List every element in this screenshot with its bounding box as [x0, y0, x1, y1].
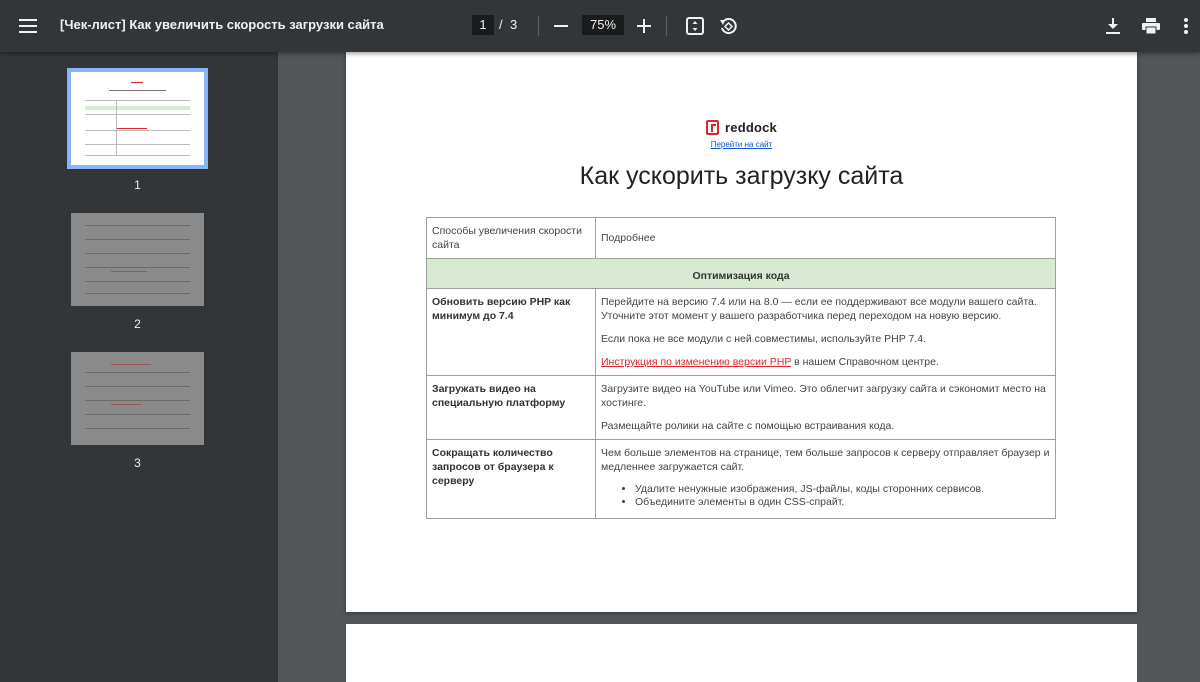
section-title: Оптимизация кода — [427, 259, 1056, 289]
thumbnail-number: 1 — [134, 178, 141, 192]
fit-page-icon[interactable] — [679, 10, 711, 42]
brand-name: reddock — [725, 120, 777, 135]
details-cell — [596, 289, 1056, 376]
table-row — [427, 289, 1056, 376]
total-pages: 3 — [510, 17, 518, 32]
thumbnail-number: 3 — [134, 456, 141, 470]
details-paragraph: Перейдите на версию 7.4 или на 8.0 — если ее поддерживают все модули вашего сайта. Уточните этот момент у вашего разработчика перед переходом на новую версию. — [601, 296, 1037, 322]
details-cell — [596, 376, 1056, 440]
toolbar-divider — [666, 16, 667, 36]
rotate-icon[interactable] — [712, 10, 744, 42]
header-cell-methods: Способы увеличения скорости сайта — [427, 218, 596, 259]
pdf-toolbar — [0, 0, 1200, 52]
link-suffix: в нашем Справочном центре. — [791, 356, 939, 368]
details-paragraph: Размещайте ролики на сайте с помощью встраивания кода. — [601, 420, 895, 432]
page-separator: / — [499, 17, 503, 32]
list-item: • Объедините элементы в один CSS-спрайт. — [635, 496, 1050, 509]
pdf-page-2 — [346, 624, 1137, 682]
plus-icon[interactable] — [628, 10, 660, 42]
details-paragraph: Чем больше элементов на странице, тем больше запросов к серверу отправляет браузер и медленнее загружается сайт. — [601, 447, 1050, 473]
zoom-input[interactable] — [582, 15, 624, 35]
more-vert-icon[interactable] — [1170, 10, 1200, 42]
page-number-input[interactable] — [472, 15, 494, 35]
details-paragraph: Загрузите видео на YouTube или Vimeo. Это облегчит загрузку сайта и сэкономит место на хостинге. — [601, 383, 1046, 409]
download-icon[interactable] — [1097, 10, 1129, 42]
method-cell: Загружать видео на специальную платформу — [427, 376, 596, 440]
bullet-list — [635, 483, 1050, 509]
table-header-row — [427, 218, 1056, 259]
menu-icon[interactable] — [12, 10, 44, 42]
toolbar-divider — [538, 16, 539, 36]
details-paragraph — [601, 355, 1050, 369]
method-cell: Обновить версию PHP как минимум до 7.4 — [427, 289, 596, 376]
pdf-page-1 — [346, 52, 1137, 612]
table-row — [427, 376, 1056, 440]
page-thumbnail-2[interactable] — [71, 213, 204, 306]
page-thumbnail-3[interactable] — [71, 352, 204, 445]
method-cell: Сокращать количество запросов от браузера к серверу — [427, 440, 596, 519]
page-thumbnail-1[interactable] — [71, 72, 204, 165]
thumbnail-number: 2 — [134, 317, 141, 331]
site-link[interactable]: Перейти на сайт — [710, 140, 773, 149]
minus-icon[interactable] — [545, 10, 577, 42]
page-heading: Как ускорить загрузку сайта — [579, 162, 904, 190]
thumbnail-sidebar — [0, 52, 278, 682]
print-icon[interactable] — [1135, 10, 1167, 42]
checklist-table — [426, 217, 1056, 519]
section-row — [427, 259, 1056, 289]
details-cell — [596, 440, 1056, 519]
php-instruction-link[interactable]: Инструкция по изменению версии PHP — [601, 356, 792, 368]
list-item: • Удалите ненужные изображения, JS-файлы, коды сторонних сервисов. — [635, 483, 1050, 496]
header-cell-details: Подробнее — [596, 218, 1056, 259]
document-title: [Чек-лист] Как увеличить скорость загрузки сайта — [60, 17, 384, 32]
brand-logo — [346, 120, 1137, 140]
table-row — [427, 440, 1056, 519]
details-paragraph: Если пока не все модули с ней совместимы, используйте PHP 7.4. — [601, 333, 926, 345]
reddock-logo-icon — [706, 120, 719, 135]
